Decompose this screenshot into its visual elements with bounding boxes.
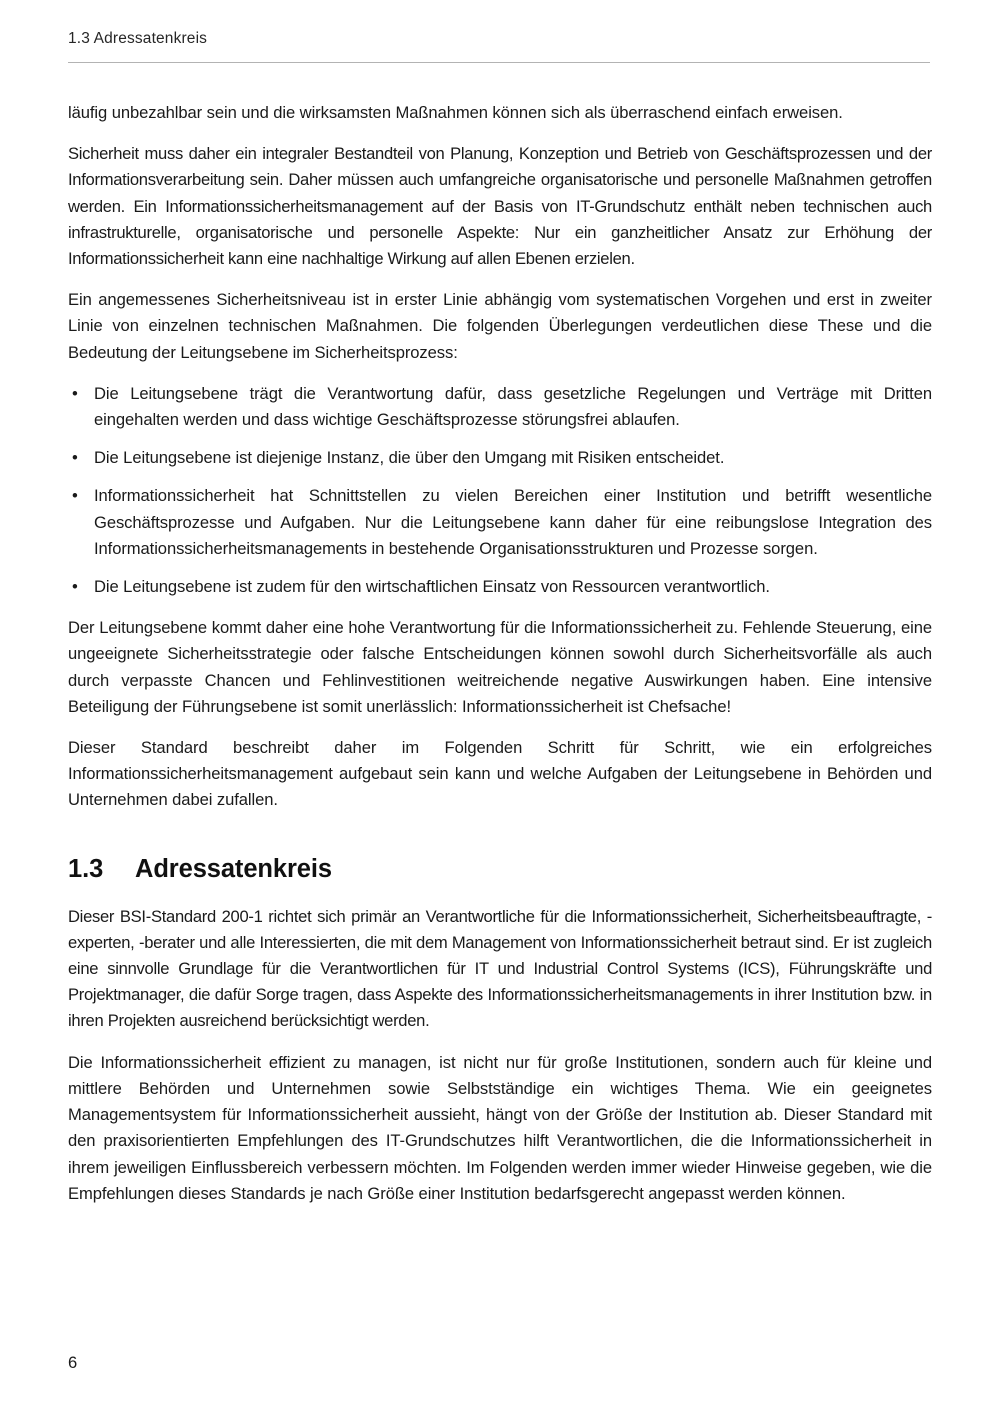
bullet-icon: • xyxy=(72,383,78,403)
page-number: 6 xyxy=(68,1353,78,1372)
page-content xyxy=(68,100,932,1207)
list-item-text: Die Leitungsebene ist zudem für den wirtschaftlichen Einsatz von Ressourcen verantwortlich. xyxy=(94,577,770,597)
bullet-icon: • xyxy=(72,486,78,506)
section-number: 1.3 xyxy=(68,854,104,883)
header-rule-divider xyxy=(68,62,930,63)
list-item-text: Die Leitungsebene trägt die Verantwortung dafür, dass gesetzliche Regelungen und Verträge mit Dritten eingehalten werden und dass wichtige Geschäftsprozesse störungsfrei ablaufen. xyxy=(94,383,932,430)
list-item xyxy=(68,483,932,562)
list-item-text: Die Leitungsebene ist diejenige Instanz, die über den Umgang mit Risiken entscheidet. xyxy=(94,448,725,468)
list-item-text: Informationssicherheit hat Schnittstellen zu vielen Bereichen einer Institution und betrifft wesentliche Geschäftsprozesse und Aufgaben. Nur die Leitungsebene kann daher für eine reibungslose Integration des Informationssicherheitsmanagements in bestehende Organisationsstrukturen und Prozesse sorgen. xyxy=(94,486,932,558)
paragraph-security-level: Ein angemessenes Sicherheitsniveau ist in erster Linie abhängig vom systematischen Vorgehen und erst in zweiter Linie von einzelnen technischen Maßnahmen. Die folgenden Überlegungen verdeutlichen diese These und die Bedeutung der Leitungsebene im Sicherheitsprozess: xyxy=(68,290,932,362)
bullet-icon: • xyxy=(72,448,78,468)
running-header-text: 1.3 Adressatenkreis xyxy=(68,30,208,47)
paragraph-continuation: läufig unbezahlbar sein und die wirksamsten Maßnahmen können sich als überraschend einfach erweisen. xyxy=(68,103,843,122)
paragraph-management-responsibility: Der Leitungsebene kommt daher eine hohe Verantwortung für die Informationssicherheit zu. Fehlende Steuerung, eine ungeeignete Sicherheitsstrategie oder falsche Entscheidungen können sowohl durch Sicherheitsvorfälle als auch durch verpasste Chancen und Fehlinvestitionen weitreichende negative Auswirkungen haben. Eine intensive Beteiligung der Führungsebene ist somit unerlässlich: Informationssicherheit ist Chefsache! xyxy=(68,618,932,716)
list-item xyxy=(68,381,932,433)
list-item xyxy=(68,445,932,471)
paragraph-efficient-management: Die Informationssicherheit effizient zu managen, ist nicht nur für große Institutionen, sondern auch für kleine und mittlere Behörden und Unternehmen sowie Selbstständige ein wichtiges Thema. Wie ein geeignetes Managementsystem für Informationssicherheit aussieht, hängt von der Größe der Institution ab. Dieser Standard mit den praxisorientierten Empfehlungen des IT-Grundschutzes hilft Verantwortlichen, die die Informationssicherheit in ihrem jeweiligen Einflussbereich verbessern möchten. Im Folgenden werden immer wieder Hinweise gegeben, wie die Empfehlungen dieses Standards je nach Größe einer Institution bedarfsgerecht angepasst werden können. xyxy=(68,1052,932,1203)
section-heading-1-3 xyxy=(68,853,932,885)
paragraph-target-audience: Dieser BSI-Standard 200-1 richtet sich primär an Verantwortliche für die Informationssicherheit, Sicherheitsbeauftragte, -experten, -berater und alle Interessierten, die mit dem Management von Informationssicherheit betraut sind. Er ist zugleich eine sinnvolle Grundlage für die Verantwortlichen für IT und Industrial Control Systems (ICS), Führungskräfte und Projektmanager, die dafür Sorge tragen, dass Aspekte des Informationssicherheitsmanagements in ihrer Institution bzw. in ihren Projekten ausreichend berücksichtigt werden. xyxy=(68,906,932,1031)
section-title: Adressatenkreis xyxy=(135,854,332,883)
running-header xyxy=(68,29,930,49)
bullet-icon: • xyxy=(72,577,78,597)
paragraph-security-integral: Sicherheit muss daher ein integraler Bestandteil von Planung, Konzeption und Betrieb von Geschäftsprozessen und der Informationsverarbeitung sein. Daher müssen auch umfangreiche organisatorische und personelle Maßnahmen getroffen werden. Ein Informationssicherheitsmanagement auf der Basis von IT-Grundschutz enthält neben technischen auch infrastrukturelle, organisatorische und personelle Aspekte: Nur ein ganzheitlicher Ansatz zur Erhöhung der Informationssicherheit kann eine nachhaltige Wirkung auf allen Ebenen erzielen. xyxy=(68,144,932,269)
paragraph-standard-description: Dieser Standard beschreibt daher im Folgenden Schritt für Schritt, wie ein erfolgreiches Informationssicherheitsmanagement aufgebaut sein kann und welche Aufgaben der Leitungsebene in Behörden und Unternehmen dabei zufallen. xyxy=(68,738,932,810)
management-responsibilities-list xyxy=(68,381,932,600)
list-item xyxy=(68,574,932,600)
